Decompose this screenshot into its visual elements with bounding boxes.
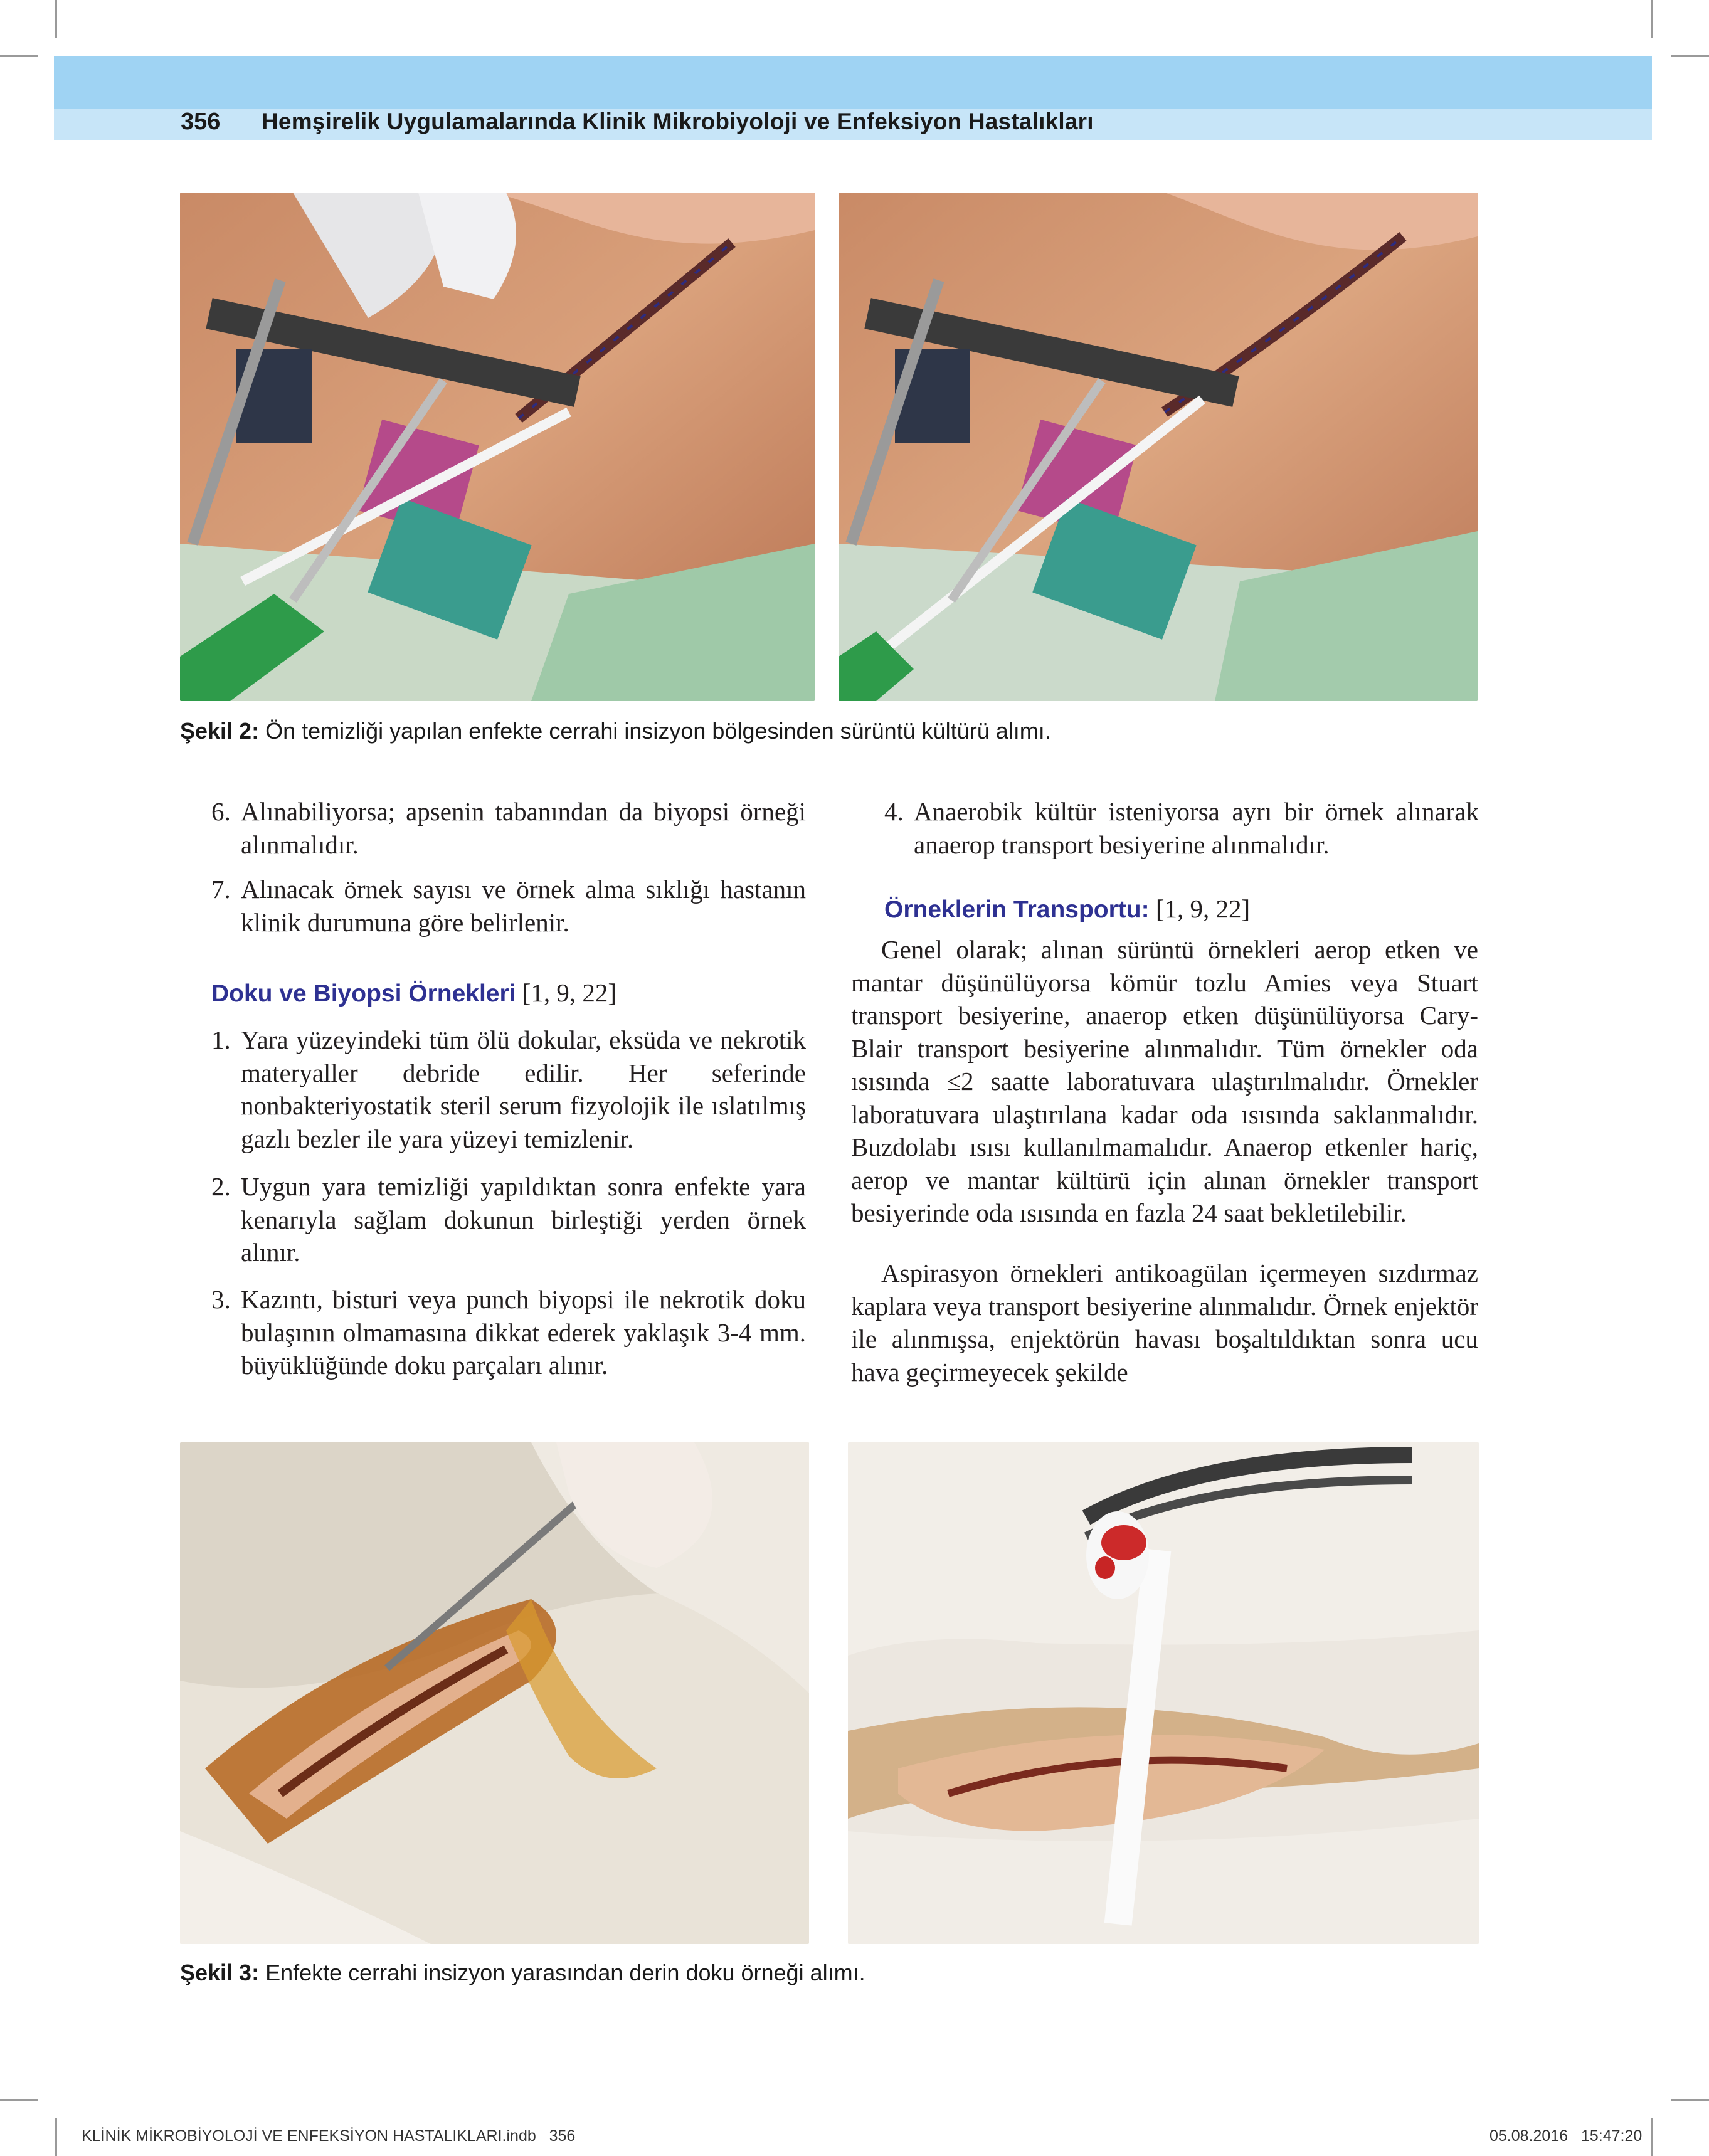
section-heading-refs: [1, 9, 22] xyxy=(1149,894,1251,923)
figure3-caption xyxy=(180,1960,865,1986)
list-text: Alınabiliyorsa; apsenin tabanından da biyopsi örneği alınmalıdır. xyxy=(241,797,806,859)
list-number: 2. xyxy=(211,1172,231,1201)
list-number: 3. xyxy=(211,1285,231,1314)
crop-mark xyxy=(1671,2099,1709,2101)
crop-mark xyxy=(55,0,57,38)
crop-mark xyxy=(1671,55,1709,57)
figure3-label: Şekil 3: xyxy=(180,1960,260,1985)
section-heading-transport xyxy=(884,892,1250,927)
figure2-photo-left xyxy=(180,193,815,701)
figure2-caption-text: Ön temizliği yapılan enfekte cerrahi insizyon bölgesinden sürüntü kültürü alımı. xyxy=(259,718,1051,744)
figure2-photo-right xyxy=(839,193,1478,701)
list-number: 1. xyxy=(211,1025,231,1054)
section-heading-title: Doku ve Biyopsi Örnekleri xyxy=(211,980,516,1007)
running-title: Hemşirelik Uygulamalarında Klinik Mikrobiyoloji ve Enfeksiyon Hastalıkları xyxy=(262,108,1094,134)
list-number: 6. xyxy=(211,797,231,826)
section-heading-title: Örneklerin Transportu: xyxy=(884,896,1150,923)
list-text: Yara yüzeyindeki tüm ölü dokular, eksüda ve nekrotik materyaller debride edilir. Her seferinde nonbakteriyostatik steril serum fizyolojik ile ıslatılmış gazlı bezler ile yara yüzeyi temizlenir. xyxy=(241,1025,806,1153)
figure3-caption-text: Enfekte cerrahi insizyon yarasından derin doku örneği alımı. xyxy=(259,1960,865,1985)
crop-mark xyxy=(1651,0,1653,38)
figure2-caption xyxy=(180,718,1051,744)
paragraph-transport-1: Genel olarak; alınan sürüntü örnekleri aerop etken ve mantar düşünülüyorsa kömür tozlu Amies veya Stuart transport besiyerine, anaerop etken düşünülüyorsa Cary-Blair transport besiyerine alınmalıdır. Tüm örnekler oda ısısında ≤2 saatte laboratuvara ulaştırılmalıdır. Örnekler laboratuvara ulaştırılana kadar oda ısısında saklanmalıdır. Buzdolabı ısısı kullanılmamalıdır. Anaerop etkenler hariç, aerop ve mantar kültürü için alınan örnekler transport besiyerinde oda ısısında en fazla 24 saat bekletilebilir. xyxy=(851,935,1478,1227)
list-item xyxy=(211,1170,806,1269)
list-item xyxy=(211,873,806,939)
section-heading-doku xyxy=(211,976,616,1011)
list-item xyxy=(211,795,806,861)
page-number: 356 xyxy=(181,108,221,135)
crop-mark xyxy=(0,2099,38,2101)
header-band-top xyxy=(54,56,1652,109)
footer-file-info: KLİNİK MİKROBİYOLOJİ VE ENFEKSİYON HASTALIKLARI.indb 356 xyxy=(82,2127,576,2145)
crop-mark xyxy=(1651,2118,1653,2156)
list-text: Anaerobik kültür isteniyorsa ayrı bir örnek alınarak anaerop transport besiyerine alınmalıdır. xyxy=(914,797,1479,859)
list-item xyxy=(211,1283,806,1382)
list-number: 7. xyxy=(211,875,231,904)
crop-mark xyxy=(0,55,38,57)
footer-timestamp: 05.08.2016 15:47:20 xyxy=(1489,2127,1643,2145)
list-item xyxy=(211,1023,806,1155)
section-heading-refs: [1, 9, 22] xyxy=(516,978,617,1007)
paragraph-transport-2: Aspirasyon örnekleri antikoagülan içermeyen sızdırmaz kaplara veya transport besiyerine alınmalıdır. Örnek enjektör ile alınmışsa, enjektörün havası boşaltıldıktan sonra ucu hava geçirmeyecek şekilde xyxy=(851,1259,1478,1387)
figure3-photo-left xyxy=(180,1442,809,1944)
list-text: Uygun yara temizliği yapıldıktan sonra enfekte yara kenarıyla sağlam dokunun birleştiği yerden örnek alınır. xyxy=(241,1172,806,1267)
list-text: Alınacak örnek sayısı ve örnek alma sıklığı hastanın klinik durumuna göre belirlenir. xyxy=(241,875,806,937)
list-number: 4. xyxy=(884,797,904,826)
list-item xyxy=(884,795,1479,861)
figure2-label: Şekil 2: xyxy=(180,718,260,744)
figure3-photo-right xyxy=(848,1442,1479,1944)
list-text: Kazıntı, bisturi veya punch biyopsi ile nekrotik doku bulaşının olmamasına dikkat ederek yaklaşık 3-4 mm. büyüklüğünde doku parçaları alınır. xyxy=(241,1285,806,1380)
crop-mark xyxy=(55,2118,57,2156)
